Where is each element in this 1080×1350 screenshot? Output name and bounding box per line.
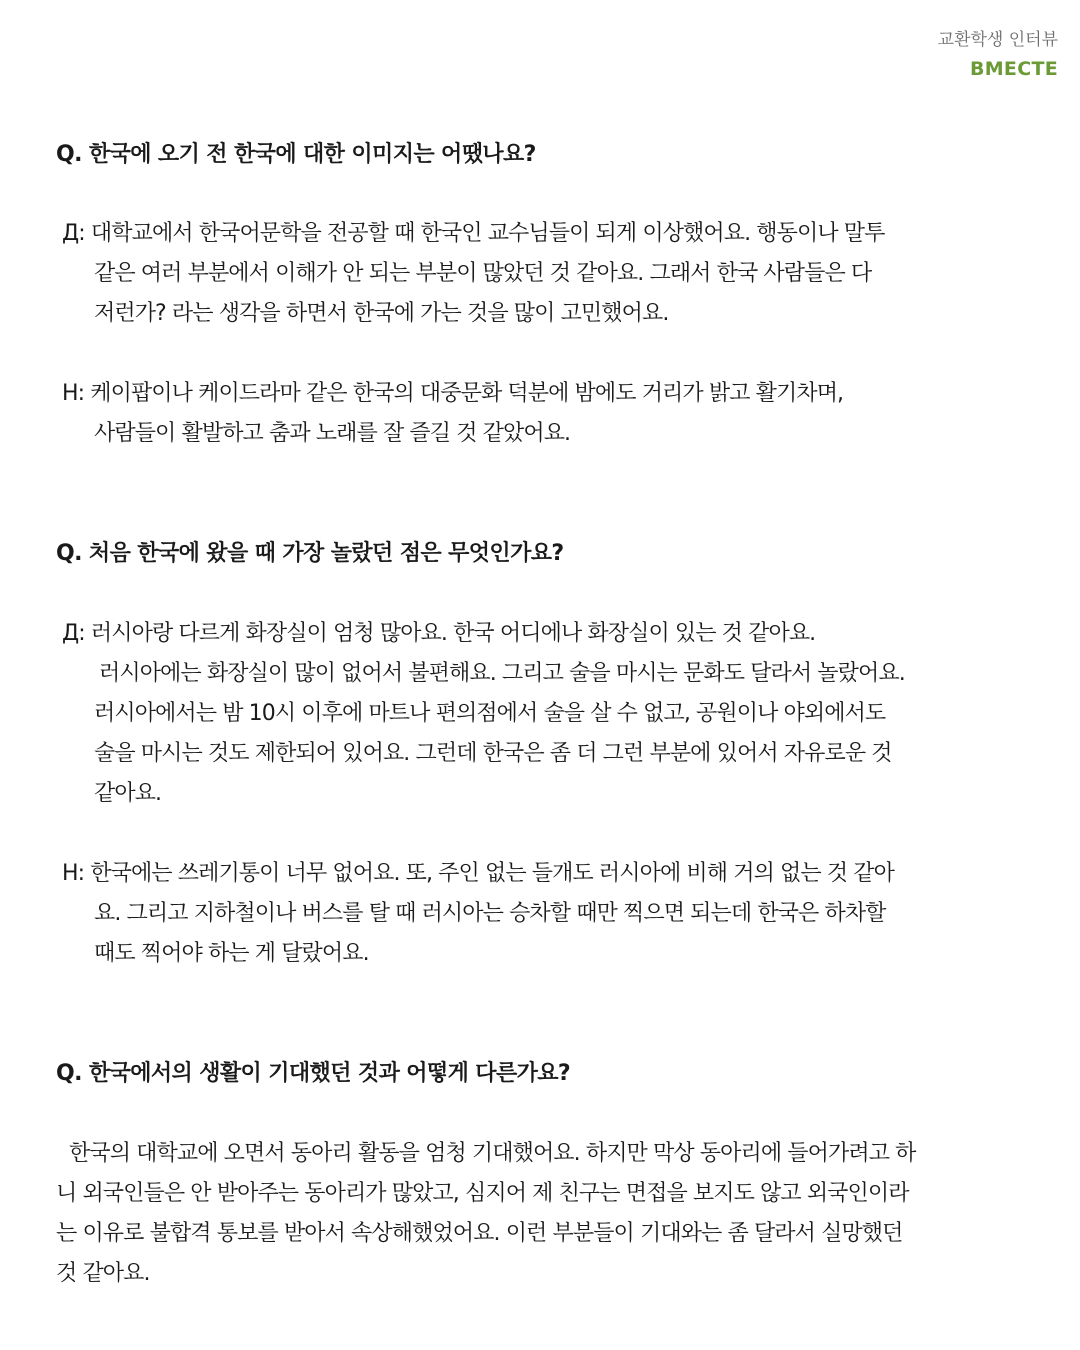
question-1: Q. 한국에 오기 전 한국에 대한 이미지는 어땠나요?: [56, 142, 536, 167]
answer-line: 러시아에는 화장실이 많이 없어서 불편해요. 그리고 술을 마시는 문화도 달라서 놀랐어요.: [99, 661, 905, 686]
header-subtitle: 교환학생 인터뷰: [937, 30, 1058, 50]
paragraph-line: 니 외국인들은 안 받아주는 동아리가 많았고, 심지어 제 친구는 면접을 보지도 않고 외국인이라: [56, 1181, 909, 1206]
answer-1-h: [62, 374, 1042, 454]
paragraph-line: 는 이유로 불합격 통보를 받아서 속상해했었어요. 이런 부분들이 기대와는 좀 달라서 실망했던: [56, 1221, 903, 1246]
answer-line: 요. 그리고 지하철이나 버스를 탈 때 러시아는 승차할 때만 찍으면 되는데 한국은 하차할: [94, 901, 886, 926]
answer-2-d: [62, 614, 1042, 814]
answer-line: 술을 마시는 것도 제한되어 있어요. 그런데 한국은 좀 더 그런 부분에 있어서 자유로운 것: [94, 741, 892, 766]
answer-2-h: [62, 854, 1042, 974]
question-2: Q. 처음 한국에 왔을 때 가장 놀랐던 점은 무엇인가요?: [56, 541, 564, 566]
paragraph-line: 것 같아요.: [56, 1261, 150, 1286]
answer-line: H: 케이팝이나 케이드라마 같은 한국의 대중문화 덕분에 밤에도 거리가 밝고 활기차며,: [62, 381, 844, 406]
answer-line: 같아요.: [94, 781, 162, 806]
answer-line: Д: 러시아랑 다르게 화장실이 엄청 많아요. 한국 어디에나 화장실이 있는 것 같아요.: [62, 621, 816, 646]
answer-line: 사람들이 활발하고 춤과 노래를 잘 즐길 것 같았어요.: [94, 421, 571, 446]
answer-line: Д: 대학교에서 한국어문학을 전공할 때 한국인 교수님들이 되게 이상했어요. 행동이나 말투: [62, 221, 885, 246]
question-3: Q. 한국에서의 생활이 기대했던 것과 어떻게 다른가요?: [56, 1061, 571, 1086]
answer-line: 때도 찍어야 하는 게 달랐어요.: [94, 941, 369, 966]
answer-line: 저런가? 라는 생각을 하면서 한국에 가는 것을 많이 고민했어요.: [94, 301, 669, 326]
answer-line: H: 한국에는 쓰레기통이 너무 없어요. 또, 주인 없는 들개도 러시아에 비해 거의 없는 것 같아: [62, 861, 894, 886]
answer-line: 같은 여러 부분에서 이해가 안 되는 부분이 많았던 것 같아요. 그래서 한국 사람들은 다: [94, 261, 872, 286]
page-header: [938, 26, 1058, 84]
answer-line: 러시아에서는 밤 10시 이후에 마트나 편의점에서 술을 살 수 없고, 공원이나 야외에서도: [94, 701, 886, 726]
header-brand: BMECTE: [969, 58, 1058, 80]
answer-1-d: [62, 214, 1042, 334]
paragraph-line: 한국의 대학교에 오면서 동아리 활동을 엄청 기대했어요. 하지만 막상 동아리에 들어가려고 하: [69, 1141, 916, 1166]
answer-3-paragraph: [56, 1134, 1031, 1294]
